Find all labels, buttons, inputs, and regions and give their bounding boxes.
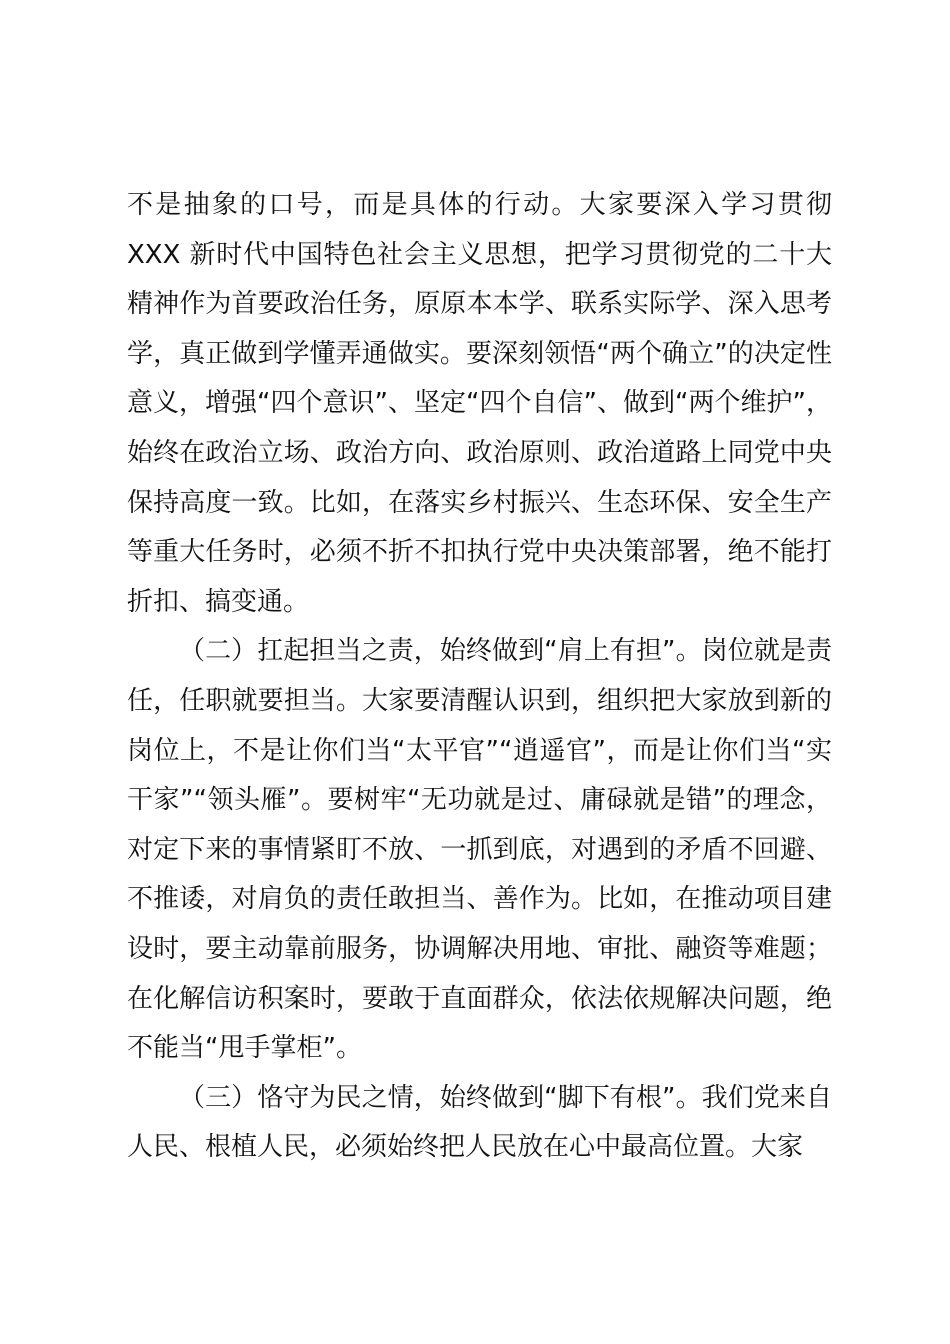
document-body bbox=[127, 181, 832, 1173]
paragraph-section-two: （二）扛起担当之责，始终做到“肩上有担”。岗位就是责任，任职就要担当。大家要清醒认识到，组织把大家放到新的岗位上，不是让你们当“太平官”“逍遥官”，而是让你们当“实干家”“领头雁”。要树牢“无功就是过、庸碌就是错”的理念，对定下来的事情紧盯不放、一抓到底，对遇到的矛盾不回避、不推诿，对肩负的责任敢担当、善作为。比如，在推动项目建设时，要主动靠前服务，协调解决用地、审批、融资等难题；在化解信访积案时，要敢于直面群众，依法依规解决问题，绝不能当“甩手掌柜”。 bbox=[127, 636, 832, 1064]
paragraph-continuation: 不是抽象的口号，而是具体的行动。大家要深入学习贯彻 XXX 新时代中国特色社会主义思想，把学习贯彻党的二十大精神作为首要政治任务，原原本本学、联系实际学、深入思考学，真正做到学懂弄通做实。要深刻领悟“两个确立”的决定性意义，增强“四个意识”、坚定“四个自信”、做到“两个维护”，始终在政治立场、政治方向、政治原则、政治道路上同党中央保持高度一致。比如，在落实乡村振兴、生态环保、安全生产等重大任务时，必须不折不扣执行党中央决策部署，绝不能打折扣、搞变通。 bbox=[127, 190, 832, 617]
paragraph-section-three: （三）恪守为民之情，始终做到“脚下有根”。我们党来自人民、根植人民，必须始终把人民放在心中最高位置。大家 bbox=[127, 1082, 832, 1163]
